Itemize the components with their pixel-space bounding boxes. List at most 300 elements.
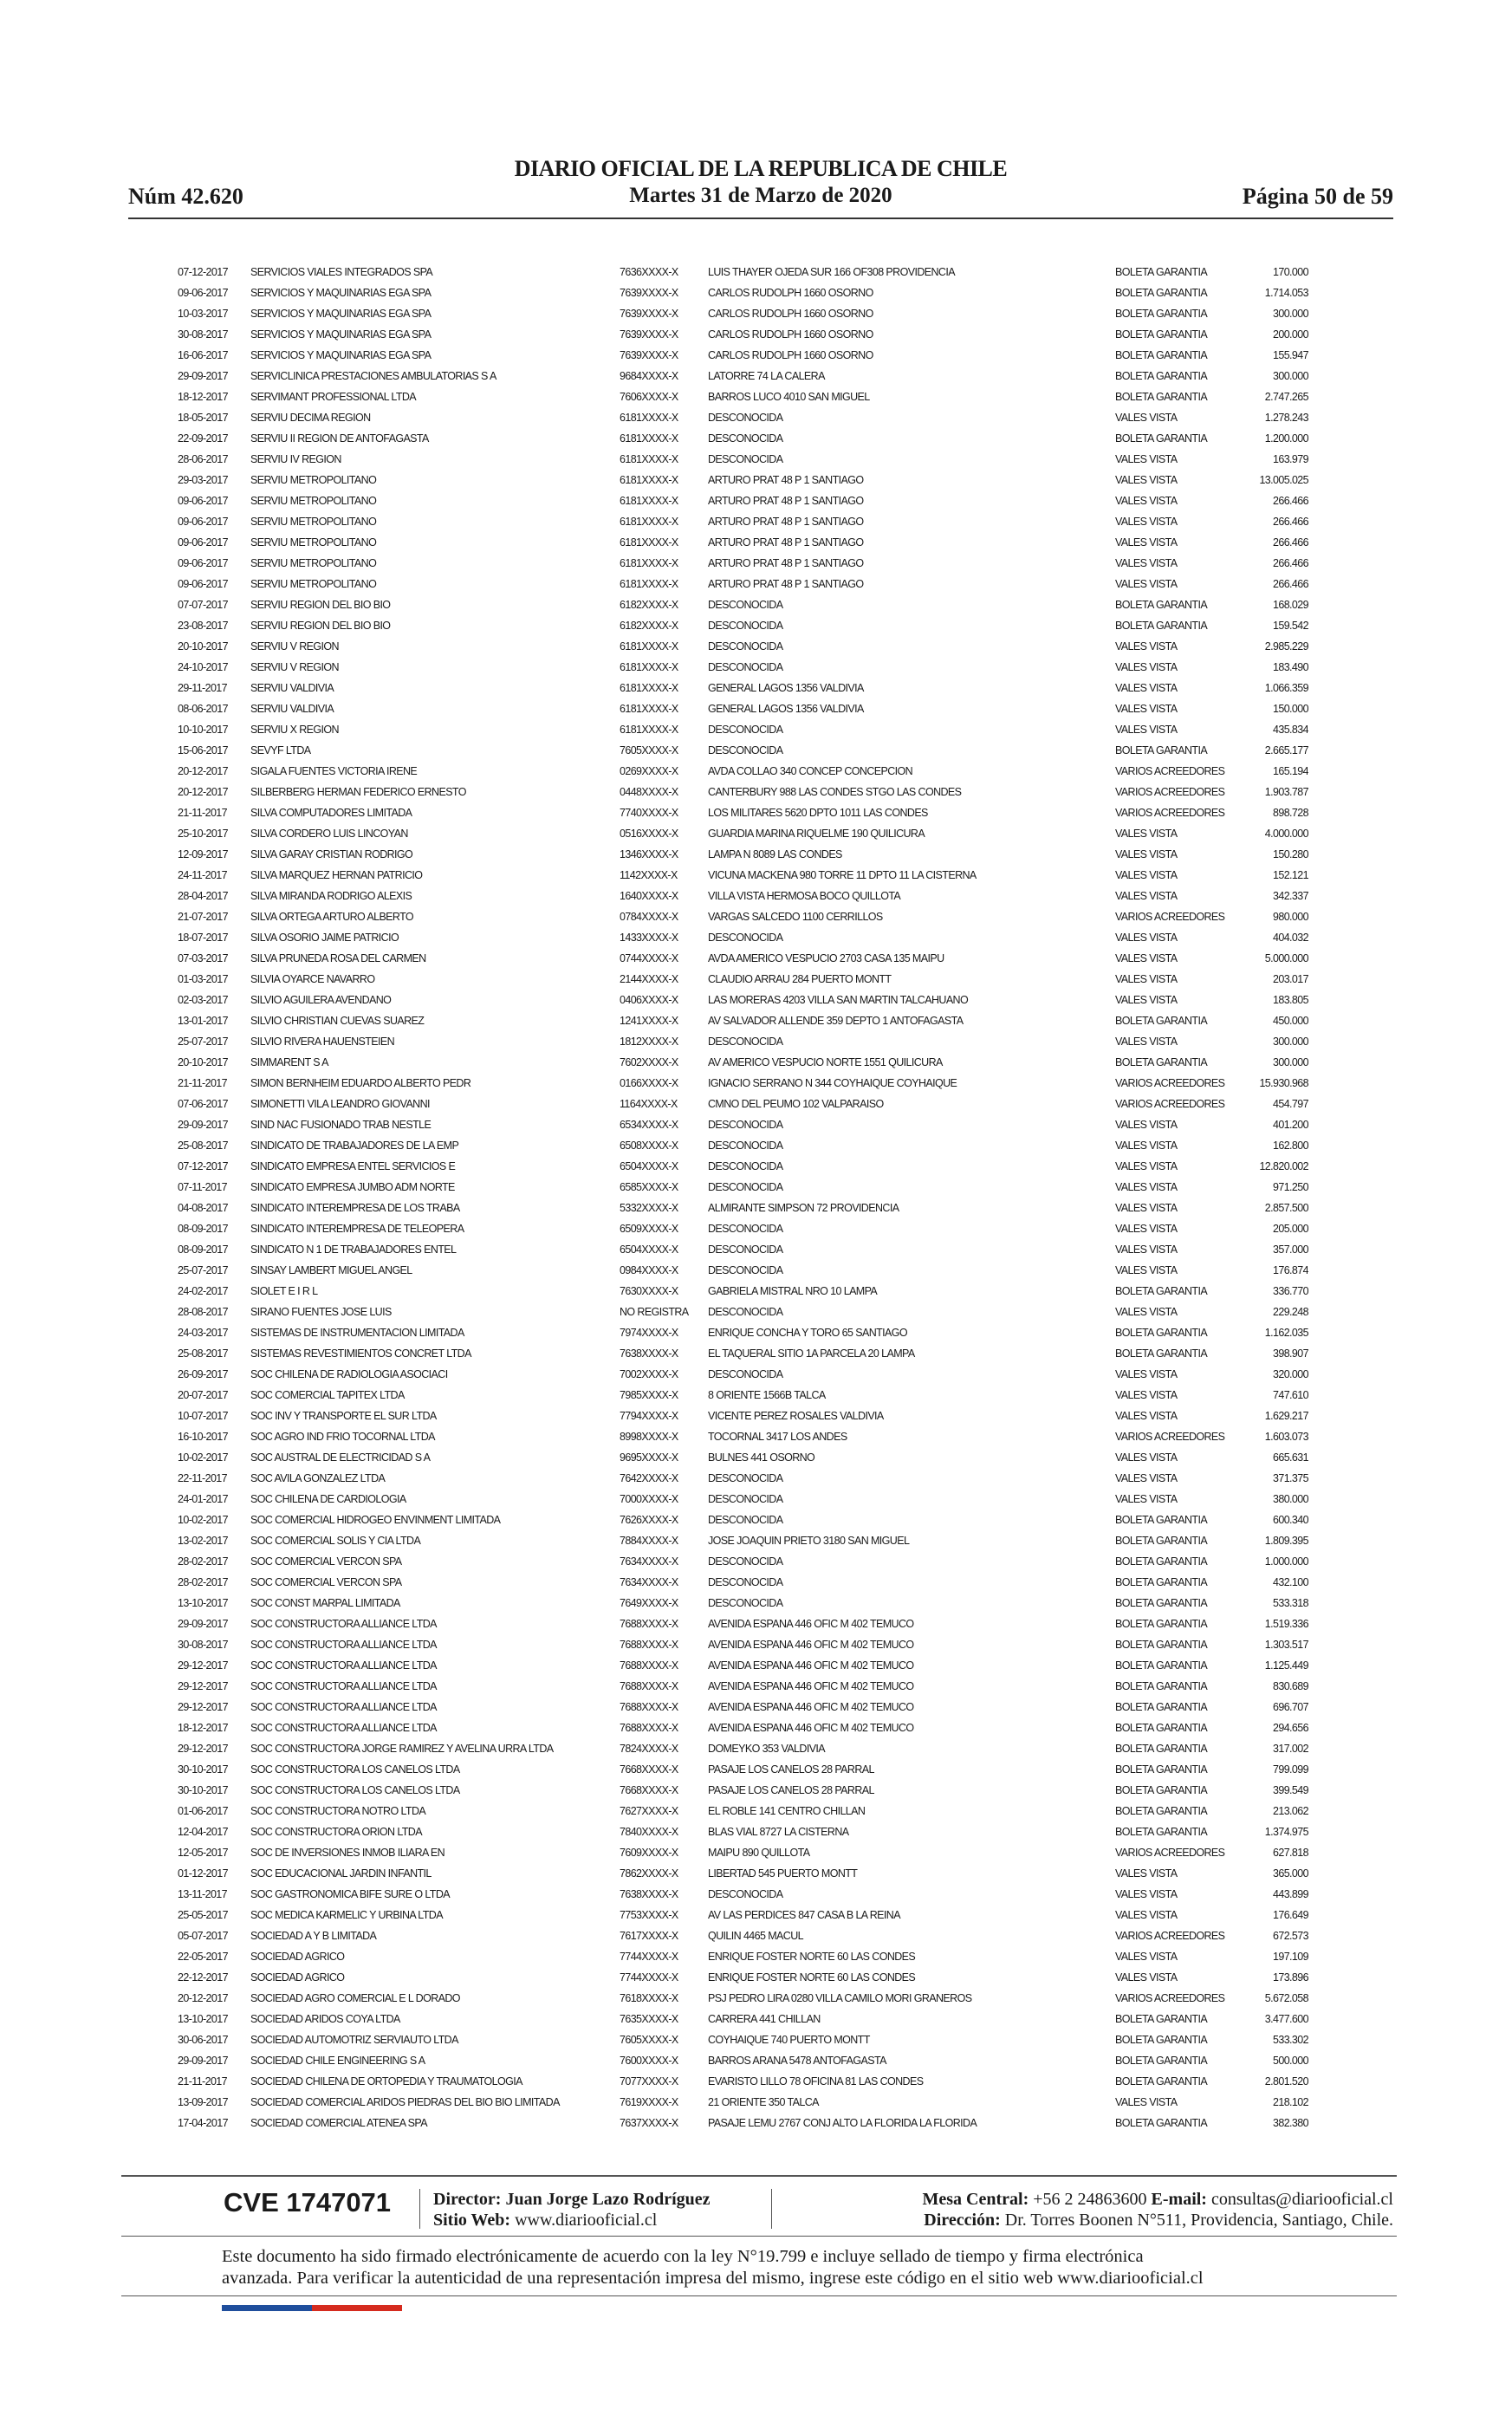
record-type: VALES VISTA xyxy=(1115,1264,1178,1276)
record-name: SERVIU X REGION xyxy=(250,724,339,736)
record-rut: 1812XXXX-X xyxy=(620,1036,678,1048)
record-date: 08-06-2017 xyxy=(178,703,228,715)
record-amount: 1.809.395 xyxy=(1264,1535,1308,1547)
record-name: SERVIU VALDIVIA xyxy=(250,703,334,715)
record-type: VALES VISTA xyxy=(1115,1160,1178,1172)
record-name: SOC AUSTRAL DE ELECTRICIDAD S A xyxy=(250,1451,431,1464)
record-address: COYHAIQUE 740 PUERTO MONTT xyxy=(708,2034,870,2046)
record-amount: 213.062 xyxy=(1273,1805,1308,1817)
record-name: SOCIEDAD ARIDOS COYA LTDA xyxy=(250,2013,400,2025)
record-amount: 371.375 xyxy=(1273,1472,1308,1484)
record-rut: 7688XXXX-X xyxy=(620,1701,678,1713)
record-type: VALES VISTA xyxy=(1115,640,1178,653)
record-address: GUARDIA MARINA RIQUELME 190 QUILICURA xyxy=(708,828,925,840)
table-row xyxy=(178,1821,1308,1842)
issue-number: Núm 42.620 xyxy=(128,184,243,209)
table-row xyxy=(178,865,1308,886)
record-address: DESCONOCIDA xyxy=(708,1119,783,1131)
record-name: SOC CONSTRUCTORA JORGE RAMIREZ Y AVELINA URRA LTDA xyxy=(250,1743,554,1755)
record-rut: 6508XXXX-X xyxy=(620,1140,678,1152)
record-address: LAS MORERAS 4203 VILLA SAN MARTIN TALCAHUANO xyxy=(708,994,969,1006)
record-amount: 266.466 xyxy=(1273,516,1308,528)
record-date: 12-09-2017 xyxy=(178,848,228,860)
record-type: VALES VISTA xyxy=(1115,1243,1178,1256)
record-rut: 7688XXXX-X xyxy=(620,1722,678,1734)
record-date: 16-06-2017 xyxy=(178,349,228,361)
record-amount: 450.000 xyxy=(1273,1015,1308,1027)
record-rut: 7744XXXX-X xyxy=(620,1951,678,1963)
record-address: PASAJE LEMU 2767 CONJ ALTO LA FLORIDA LA FLORIDA xyxy=(708,2117,977,2129)
table-row xyxy=(178,615,1308,636)
record-date: 29-09-2017 xyxy=(178,1119,228,1131)
page-header xyxy=(128,154,1393,215)
record-name: SINDICATO N 1 DE TRABAJADORES ENTEL xyxy=(250,1243,457,1256)
record-name: SILVA COMPUTADORES LIMITADA xyxy=(250,807,412,819)
record-amount: 980.000 xyxy=(1273,911,1308,923)
address-label: Dirección: xyxy=(924,2211,1001,2230)
record-date: 18-12-2017 xyxy=(178,391,228,403)
record-type: VARIOS ACREEDORES xyxy=(1115,807,1225,819)
record-date: 29-09-2017 xyxy=(178,1618,228,1630)
table-row xyxy=(178,698,1308,719)
record-type: BOLETA GARANTIA xyxy=(1115,1597,1208,1609)
record-amount: 672.573 xyxy=(1273,1930,1308,1942)
table-row xyxy=(178,324,1308,345)
record-type: BOLETA GARANTIA xyxy=(1115,1722,1208,1734)
record-date: 22-11-2017 xyxy=(178,1472,228,1484)
record-date: 20-10-2017 xyxy=(178,640,228,653)
record-address: EVARISTO LILLO 78 OFICINA 81 LAS CONDES xyxy=(708,2075,924,2088)
record-date: 10-10-2017 xyxy=(178,724,228,736)
record-type: VALES VISTA xyxy=(1115,1472,1178,1484)
record-date: 07-06-2017 xyxy=(178,1098,228,1110)
record-date: 30-08-2017 xyxy=(178,328,228,341)
record-date: 25-07-2017 xyxy=(178,1036,228,1048)
record-name: SOC CHILENA DE RADIOLOGIA ASOCIACI xyxy=(250,1368,448,1380)
table-row xyxy=(178,1177,1308,1198)
record-date: 20-12-2017 xyxy=(178,786,228,798)
record-rut: 8998XXXX-X xyxy=(620,1431,678,1443)
record-name: SOCIEDAD COMERCIAL ARIDOS PIEDRAS DEL BIO BIO LIMITADA xyxy=(250,2096,560,2108)
record-rut: 9684XXXX-X xyxy=(620,370,678,382)
record-address: CARLOS RUDOLPH 1660 OSORNO xyxy=(708,349,873,361)
record-rut: 7605XXXX-X xyxy=(620,744,678,756)
record-name: SERVIU V REGION xyxy=(250,661,339,673)
record-rut: 7862XXXX-X xyxy=(620,1867,678,1880)
record-address: DESCONOCIDA xyxy=(708,599,783,611)
table-row xyxy=(178,990,1308,1010)
record-amount: 898.728 xyxy=(1273,807,1308,819)
record-address: DESCONOCIDA xyxy=(708,1160,783,1172)
table-row xyxy=(178,1426,1308,1447)
record-name: SILVA OSORIO JAIME PATRICIO xyxy=(250,932,399,944)
record-rut: 7639XXXX-X xyxy=(620,287,678,299)
record-date: 28-04-2017 xyxy=(178,890,228,902)
record-name: SOC CONSTRUCTORA ALLIANCE LTDA xyxy=(250,1701,437,1713)
record-rut: 7637XXXX-X xyxy=(620,2117,678,2129)
table-row xyxy=(178,470,1308,490)
record-name: SOC EDUCACIONAL JARDIN INFANTIL xyxy=(250,1867,432,1880)
table-row xyxy=(178,1572,1308,1593)
record-type: BOLETA GARANTIA xyxy=(1115,308,1208,320)
record-address: DESCONOCIDA xyxy=(708,640,783,653)
table-row xyxy=(178,1052,1308,1073)
record-address: GABRIELA MISTRAL NRO 10 LAMPA xyxy=(708,1285,878,1297)
record-type: BOLETA GARANTIA xyxy=(1115,2075,1208,2088)
record-type: BOLETA GARANTIA xyxy=(1115,2013,1208,2025)
table-row xyxy=(178,906,1308,927)
record-amount: 1.714.053 xyxy=(1264,287,1308,299)
record-address: DESCONOCIDA xyxy=(708,432,783,445)
record-address: ENRIQUE CONCHA Y TORO 65 SANTIAGO xyxy=(708,1327,908,1339)
record-date: 24-03-2017 xyxy=(178,1327,228,1339)
mesa-label: Mesa Central: xyxy=(922,2190,1029,2209)
record-type: BOLETA GARANTIA xyxy=(1115,1347,1208,1360)
record-name: SERVIU II REGION DE ANTOFAGASTA xyxy=(250,432,429,445)
record-rut: 6504XXXX-X xyxy=(620,1160,678,1172)
record-address: DESCONOCIDA xyxy=(708,1036,783,1048)
record-address: DESCONOCIDA xyxy=(708,724,783,736)
record-address: DESCONOCIDA xyxy=(708,744,783,756)
record-date: 25-07-2017 xyxy=(178,1264,228,1276)
record-name: SERVIU METROPOLITANO xyxy=(250,557,377,569)
record-address: IGNACIO SERRANO N 344 COYHAIQUE COYHAIQUE xyxy=(708,1077,957,1089)
record-rut: 6181XXXX-X xyxy=(620,453,678,465)
record-rut: 7794XXXX-X xyxy=(620,1410,678,1422)
record-rut: 7688XXXX-X xyxy=(620,1659,678,1672)
record-name: SOC COMERCIAL TAPITEX LTDA xyxy=(250,1389,405,1401)
record-name: SERVIU DECIMA REGION xyxy=(250,412,371,424)
record-amount: 382.380 xyxy=(1273,2117,1308,2129)
record-amount: 317.002 xyxy=(1273,1743,1308,1755)
record-rut: 0448XXXX-X xyxy=(620,786,678,798)
record-type: VALES VISTA xyxy=(1115,1181,1178,1193)
record-date: 07-07-2017 xyxy=(178,599,228,611)
record-address: DESCONOCIDA xyxy=(708,1368,783,1380)
table-row xyxy=(178,1614,1308,1634)
table-row xyxy=(178,782,1308,802)
record-amount: 443.899 xyxy=(1273,1888,1308,1900)
record-date: 09-06-2017 xyxy=(178,516,228,528)
masthead xyxy=(128,156,1393,208)
table-row xyxy=(178,1406,1308,1426)
record-name: SIOLET E I R L xyxy=(250,1285,318,1297)
table-row xyxy=(178,636,1308,657)
record-rut: 7642XXXX-X xyxy=(620,1472,678,1484)
record-amount: 404.032 xyxy=(1273,932,1308,944)
record-rut: 7606XXXX-X xyxy=(620,391,678,403)
record-date: 21-11-2017 xyxy=(178,2075,228,2088)
record-rut: 7688XXXX-X xyxy=(620,1680,678,1692)
record-type: BOLETA GARANTIA xyxy=(1115,266,1208,278)
record-rut: 6181XXXX-X xyxy=(620,578,678,590)
record-date: 30-06-2017 xyxy=(178,2034,228,2046)
record-name: SILBERBERG HERMAN FEDERICO ERNESTO xyxy=(250,786,466,798)
record-date: 02-03-2017 xyxy=(178,994,228,1006)
record-amount: 627.818 xyxy=(1273,1847,1308,1859)
record-amount: 300.000 xyxy=(1273,308,1308,320)
record-name: SERVIU METROPOLITANO xyxy=(250,495,377,507)
record-address: ARTURO PRAT 48 P 1 SANTIAGO xyxy=(708,495,864,507)
record-name: SOC CONSTRUCTORA ALLIANCE LTDA xyxy=(250,1639,437,1651)
record-type: VARIOS ACREEDORES xyxy=(1115,765,1225,777)
record-rut: 7638XXXX-X xyxy=(620,1888,678,1900)
table-row xyxy=(178,490,1308,511)
table-row xyxy=(178,657,1308,678)
table-row xyxy=(178,2050,1308,2071)
record-rut: 6534XXXX-X xyxy=(620,1119,678,1131)
table-row xyxy=(178,1780,1308,1801)
record-name: SERVIU REGION DEL BIO BIO xyxy=(250,599,391,611)
notice-line: Este documento ha sido firmado electrónicamente de acuerdo con la ley N°19.799 e incluye sellado de tiempo y firma electrónica xyxy=(222,2247,1144,2266)
record-date: 23-08-2017 xyxy=(178,620,228,632)
record-name: SISTEMAS DE INSTRUMENTACION LIMITADA xyxy=(250,1327,464,1339)
record-date: 20-10-2017 xyxy=(178,1056,228,1068)
record-amount: 300.000 xyxy=(1273,1056,1308,1068)
email-link[interactable]: consultas@diariooficial.cl xyxy=(1210,2190,1393,2209)
table-row xyxy=(178,969,1308,990)
record-amount: 2.665.177 xyxy=(1264,744,1308,756)
record-address: AVENIDA ESPANA 446 OFIC M 402 TEMUCO xyxy=(708,1701,914,1713)
record-address: PSJ PEDRO LIRA 0280 VILLA CAMILO MORI GRANEROS xyxy=(708,1992,972,2004)
record-rut: 0516XXXX-X xyxy=(620,828,678,840)
record-amount: 320.000 xyxy=(1273,1368,1308,1380)
record-rut: 7636XXXX-X xyxy=(620,266,678,278)
record-name: SOC COMERCIAL SOLIS Y CIA LTDA xyxy=(250,1535,421,1547)
record-address: CMNO DEL PEUMO 102 VALPARAISO xyxy=(708,1098,884,1110)
table-row xyxy=(178,761,1308,782)
record-amount: 218.102 xyxy=(1273,2096,1308,2108)
record-address: BARROS LUCO 4010 SAN MIGUEL xyxy=(708,391,870,403)
record-date: 25-05-2017 xyxy=(178,1909,228,1921)
record-name: SOC INV Y TRANSPORTE EL SUR LTDA xyxy=(250,1410,437,1422)
record-amount: 12.820.002 xyxy=(1259,1160,1308,1172)
record-rut: 7638XXXX-X xyxy=(620,1347,678,1360)
record-type: VALES VISTA xyxy=(1115,952,1178,964)
record-date: 17-04-2017 xyxy=(178,2117,228,2129)
record-rut: 6182XXXX-X xyxy=(620,599,678,611)
record-name: SEVYF LTDA xyxy=(250,744,311,756)
record-date: 24-10-2017 xyxy=(178,661,228,673)
record-rut: 7753XXXX-X xyxy=(620,1909,678,1921)
record-type: VALES VISTA xyxy=(1115,1036,1178,1048)
record-type: VALES VISTA xyxy=(1115,2096,1178,2108)
record-rut: 7634XXXX-X xyxy=(620,1555,678,1568)
record-date: 13-10-2017 xyxy=(178,2013,228,2025)
record-address: AV LAS PERDICES 847 CASA B LA REINA xyxy=(708,1909,900,1921)
record-name: SOC COMERCIAL HIDROGEO ENVINMENT LIMITADA xyxy=(250,1514,501,1526)
record-date: 07-11-2017 xyxy=(178,1181,228,1193)
record-rut: 6504XXXX-X xyxy=(620,1243,678,1256)
table-row xyxy=(178,1925,1308,1946)
record-address: DESCONOCIDA xyxy=(708,1472,783,1484)
record-name: SERVIU METROPOLITANO xyxy=(250,474,377,486)
record-type: BOLETA GARANTIA xyxy=(1115,1285,1208,1297)
table-row xyxy=(178,1073,1308,1094)
record-type: VALES VISTA xyxy=(1115,536,1178,549)
record-amount: 2.985.229 xyxy=(1264,640,1308,653)
record-date: 30-10-2017 xyxy=(178,1763,228,1776)
record-address: JOSE JOAQUIN PRIETO 3180 SAN MIGUEL xyxy=(708,1535,910,1547)
record-amount: 152.121 xyxy=(1273,869,1308,881)
record-name: SILVIO CHRISTIAN CUEVAS SUAREZ xyxy=(250,1015,425,1027)
table-row xyxy=(178,1946,1308,1967)
record-amount: 1.200.000 xyxy=(1264,432,1308,445)
record-amount: 1.603.073 xyxy=(1264,1431,1308,1443)
record-address: AVDA AMERICO VESPUCIO 2703 CASA 135 MAIPU xyxy=(708,952,944,964)
record-rut: 6182XXXX-X xyxy=(620,620,678,632)
record-date: 09-06-2017 xyxy=(178,557,228,569)
record-type: VALES VISTA xyxy=(1115,661,1178,673)
record-amount: 533.318 xyxy=(1273,1597,1308,1609)
record-type: BOLETA GARANTIA xyxy=(1115,1743,1208,1755)
table-row xyxy=(178,1302,1308,1322)
record-date: 22-12-2017 xyxy=(178,1971,228,1984)
record-amount: 203.017 xyxy=(1273,973,1308,985)
record-date: 12-05-2017 xyxy=(178,1847,228,1859)
record-type: BOLETA GARANTIA xyxy=(1115,744,1208,756)
record-amount: 401.200 xyxy=(1273,1119,1308,1131)
table-row xyxy=(178,1385,1308,1406)
table-row xyxy=(178,345,1308,366)
record-address: EL TAQUERAL SITIO 1A PARCELA 20 LAMPA xyxy=(708,1347,915,1360)
record-type: BOLETA GARANTIA xyxy=(1115,1015,1208,1027)
email-label: E-mail: xyxy=(1151,2190,1207,2209)
record-date: 22-09-2017 xyxy=(178,432,228,445)
record-rut: 6181XXXX-X xyxy=(620,432,678,445)
record-address: VARGAS SALCEDO 1100 CERRILLOS xyxy=(708,911,883,923)
record-amount: 183.490 xyxy=(1273,661,1308,673)
record-rut: 7617XXXX-X xyxy=(620,1930,678,1942)
table-row xyxy=(178,1759,1308,1780)
record-amount: 176.874 xyxy=(1273,1264,1308,1276)
site-link[interactable]: www.diariooficial.cl xyxy=(515,2211,658,2230)
record-amount: 13.005.025 xyxy=(1259,474,1308,486)
footer-separator xyxy=(419,2189,420,2229)
record-address: AVENIDA ESPANA 446 OFIC M 402 TEMUCO xyxy=(708,1659,914,1672)
site-label: Sitio Web: xyxy=(433,2211,511,2230)
record-rut: 7639XXXX-X xyxy=(620,308,678,320)
record-name: SOC CONSTRUCTORA NOTRO LTDA xyxy=(250,1805,426,1817)
record-name: SOC MEDICA KARMELIC Y URBINA LTDA xyxy=(250,1909,443,1921)
record-rut: 6181XXXX-X xyxy=(620,557,678,569)
record-rut: 1433XXXX-X xyxy=(620,932,678,944)
record-rut: 7618XXXX-X xyxy=(620,1992,678,2004)
table-row xyxy=(178,1967,1308,1988)
record-amount: 600.340 xyxy=(1273,1514,1308,1526)
record-address: DESCONOCIDA xyxy=(708,1264,783,1276)
record-rut: 1142XXXX-X xyxy=(620,869,678,881)
record-name: SOCIEDAD AGRO COMERCIAL E L DORADO xyxy=(250,1992,460,2004)
record-address: DESCONOCIDA xyxy=(708,1514,783,1526)
record-date: 10-02-2017 xyxy=(178,1514,228,1526)
record-name: SERVIU V REGION xyxy=(250,640,339,653)
record-type: VALES VISTA xyxy=(1115,828,1178,840)
record-amount: 173.896 xyxy=(1273,1971,1308,1984)
record-name: SINSAY LAMBERT MIGUEL ANGEL xyxy=(250,1264,412,1276)
record-name: SOC AVILA GONZALEZ LTDA xyxy=(250,1472,386,1484)
record-type: BOLETA GARANTIA xyxy=(1115,432,1208,445)
record-address: LUIS THAYER OJEDA SUR 166 OF308 PROVIDENCIA xyxy=(708,266,955,278)
record-type: BOLETA GARANTIA xyxy=(1115,1576,1208,1588)
record-rut: 7609XXXX-X xyxy=(620,1847,678,1859)
record-rut: 7688XXXX-X xyxy=(620,1639,678,1651)
record-address: ENRIQUE FOSTER NORTE 60 LAS CONDES xyxy=(708,1951,916,1963)
record-amount: 1.903.787 xyxy=(1264,786,1308,798)
record-address: GENERAL LAGOS 1356 VALDIVIA xyxy=(708,703,864,715)
record-address: EL ROBLE 141 CENTRO CHILLAN xyxy=(708,1805,866,1817)
record-amount: 266.466 xyxy=(1273,536,1308,549)
record-amount: 747.610 xyxy=(1273,1389,1308,1401)
table-row xyxy=(178,2029,1308,2050)
record-rut: 6181XXXX-X xyxy=(620,703,678,715)
record-amount: 2.747.265 xyxy=(1264,391,1308,403)
record-type: BOLETA GARANTIA xyxy=(1115,1763,1208,1776)
record-date: 21-11-2017 xyxy=(178,807,228,819)
notice-line: avanzada. Para verificar la autenticidad de una representación impresa del mismo, ingrese este código en el sitio web www.diariooficial.cl xyxy=(222,2269,1204,2288)
record-rut: 7602XXXX-X xyxy=(620,1056,678,1068)
record-rut: 7605XXXX-X xyxy=(620,2034,678,2046)
record-amount: 696.707 xyxy=(1273,1701,1308,1713)
table-row xyxy=(178,1510,1308,1530)
record-address: DESCONOCIDA xyxy=(708,1223,783,1235)
record-name: SILVA GARAY CRISTIAN RODRIGO xyxy=(250,848,413,860)
table-row xyxy=(178,1801,1308,1821)
table-row xyxy=(178,1094,1308,1114)
table-row xyxy=(178,948,1308,969)
record-name: SILVA CORDERO LUIS LINCOYAN xyxy=(250,828,408,840)
page-number: Página 50 de 59 xyxy=(1242,184,1393,209)
record-amount: 1.162.035 xyxy=(1264,1327,1308,1339)
table-row xyxy=(178,2113,1308,2133)
record-type: BOLETA GARANTIA xyxy=(1115,1555,1208,1568)
table-row xyxy=(178,1135,1308,1156)
record-address: AVENIDA ESPANA 446 OFIC M 402 TEMUCO xyxy=(708,1722,914,1734)
record-type: VARIOS ACREEDORES xyxy=(1115,1992,1225,2004)
record-amount: 15.930.968 xyxy=(1259,1077,1308,1089)
record-rut: 7630XXXX-X xyxy=(620,1285,678,1297)
table-row xyxy=(178,1697,1308,1717)
table-row xyxy=(178,1842,1308,1863)
record-date: 01-12-2017 xyxy=(178,1867,228,1880)
record-rut: 7668XXXX-X xyxy=(620,1784,678,1796)
record-rut: 7974XXXX-X xyxy=(620,1327,678,1339)
record-name: SOC CONSTRUCTORA LOS CANELOS LTDA xyxy=(250,1763,460,1776)
table-row xyxy=(178,1114,1308,1135)
record-type: VALES VISTA xyxy=(1115,453,1178,465)
record-type: VALES VISTA xyxy=(1115,994,1178,1006)
record-rut: 0784XXXX-X xyxy=(620,911,678,923)
record-address: BARROS ARANA 5478 ANTOFAGASTA xyxy=(708,2055,886,2067)
record-address: CARLOS RUDOLPH 1660 OSORNO xyxy=(708,308,873,320)
record-address: 8 ORIENTE 1566B TALCA xyxy=(708,1389,826,1401)
record-name: SOC CONSTRUCTORA LOS CANELOS LTDA xyxy=(250,1784,460,1796)
record-rut: 7626XXXX-X xyxy=(620,1514,678,1526)
record-rut: 6585XXXX-X xyxy=(620,1181,678,1193)
record-amount: 4.000.000 xyxy=(1264,828,1308,840)
record-type: BOLETA GARANTIA xyxy=(1115,2117,1208,2129)
record-type: BOLETA GARANTIA xyxy=(1115,1680,1208,1692)
record-date: 30-10-2017 xyxy=(178,1784,228,1796)
record-rut: 7634XXXX-X xyxy=(620,1576,678,1588)
record-date: 29-12-2017 xyxy=(178,1680,228,1692)
table-row xyxy=(178,1863,1308,1884)
table-row xyxy=(178,511,1308,532)
table-row xyxy=(178,740,1308,761)
record-address: LAMPA N 8089 LAS CONDES xyxy=(708,848,842,860)
record-type: VARIOS ACREEDORES xyxy=(1115,1930,1225,1942)
table-row xyxy=(178,927,1308,948)
